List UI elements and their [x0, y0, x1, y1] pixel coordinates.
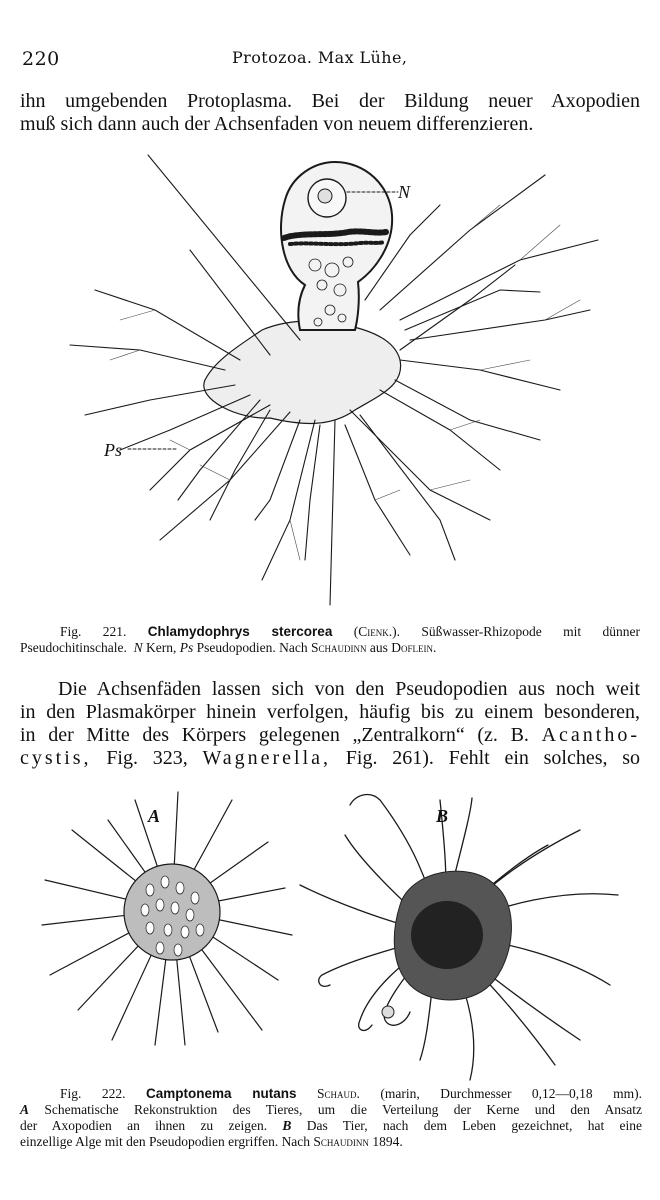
caption-text: Schematische Rekonstruktion des Tieres, um die Verteilung der Kerne und den Ansatz [44, 1102, 642, 1117]
figure-221-caption [20, 624, 640, 656]
author-name: Doflein. [391, 640, 437, 655]
paragraph-line: Die Achsenfäden lassen sich von den Pseudopodien aus noch weit [58, 678, 640, 700]
caption-line [20, 1134, 642, 1150]
genus-name: cystis, [20, 747, 92, 769]
figure-222-caption [20, 1086, 642, 1150]
label-b: B [436, 806, 449, 826]
paragraph-line: in den Plasmakörper hinein verfolgen, häufig bis zu einem besonderen, [20, 701, 640, 723]
camptonema-drawing-b [300, 795, 618, 1080]
fig-number: Fig. 222. [60, 1086, 126, 1101]
caption-text: Süßwasser-Rhizopode mit dünner [421, 624, 641, 639]
abbr-a: A [20, 1102, 30, 1117]
author-name: Schaudinn [313, 1134, 369, 1149]
paragraph-line: ihn umgebenden Protoplasma. Bei der Bildung neuer Axopodien [20, 90, 640, 112]
authority: (Cienk.). [353, 624, 400, 639]
caption-line [20, 624, 640, 640]
paragraph-line [20, 724, 640, 747]
caption-text: Pseudochitinschale. [20, 640, 127, 655]
caption-line [20, 640, 640, 656]
authority: Schaud. [317, 1086, 360, 1101]
caption-text: 1894. [372, 1134, 403, 1149]
camptonema-schematic-a [42, 792, 292, 1045]
caption-text: Das Tier, nach dem Leben gezeichnet, hat eine [306, 1118, 642, 1133]
species-name: Chlamydophrys stercorea [147, 624, 333, 639]
paragraph-text: in der Mitte des Körpers gelegenen „Zentralkorn“ (z. B. [20, 724, 529, 746]
chlamydophrys-drawing [70, 155, 598, 605]
abbr-ps: Ps [179, 640, 194, 655]
caption-text: der Axopodien an ihnen zu zeigen. [20, 1118, 268, 1133]
caption-text: einzellige Alge mit den Pseudopodien ergriffen. Nach [20, 1134, 311, 1149]
caption-line [20, 1086, 642, 1102]
caption-text: (marin, Durchmesser 0,12—0,18 mm). [380, 1086, 642, 1101]
running-title: Protozoa. Max Lühe, [232, 48, 408, 67]
paragraph-main [20, 678, 640, 770]
fig-number: Fig. 221. [60, 624, 127, 639]
paragraph-text: Fig. 323, [106, 747, 188, 769]
genus-name: Acantho- [541, 724, 641, 746]
paragraph-line [20, 747, 640, 770]
abbr-b: B [282, 1118, 292, 1133]
caption-line [20, 1118, 642, 1134]
label-ps: Ps [104, 440, 122, 460]
caption-text: Pseudopodien. Nach [196, 640, 308, 655]
caption-text: aus [369, 640, 388, 655]
caption-line [20, 1102, 642, 1118]
caption-text: Kern, [146, 640, 177, 655]
author-name: Schaudinn [310, 640, 367, 655]
species-name: Camptonema nutans [145, 1086, 297, 1101]
paragraph-text: Fig. 261). Fehlt ein solches, so [345, 747, 641, 769]
label-n: N [398, 182, 411, 202]
page-number: 220 [22, 48, 60, 70]
abbr-n: N [133, 640, 143, 655]
label-a: A [148, 806, 161, 826]
paragraph-line: muß sich dann auch der Achsenfaden von neuem differenzieren. [20, 113, 534, 135]
genus-name: Wagnerella, [202, 747, 332, 769]
